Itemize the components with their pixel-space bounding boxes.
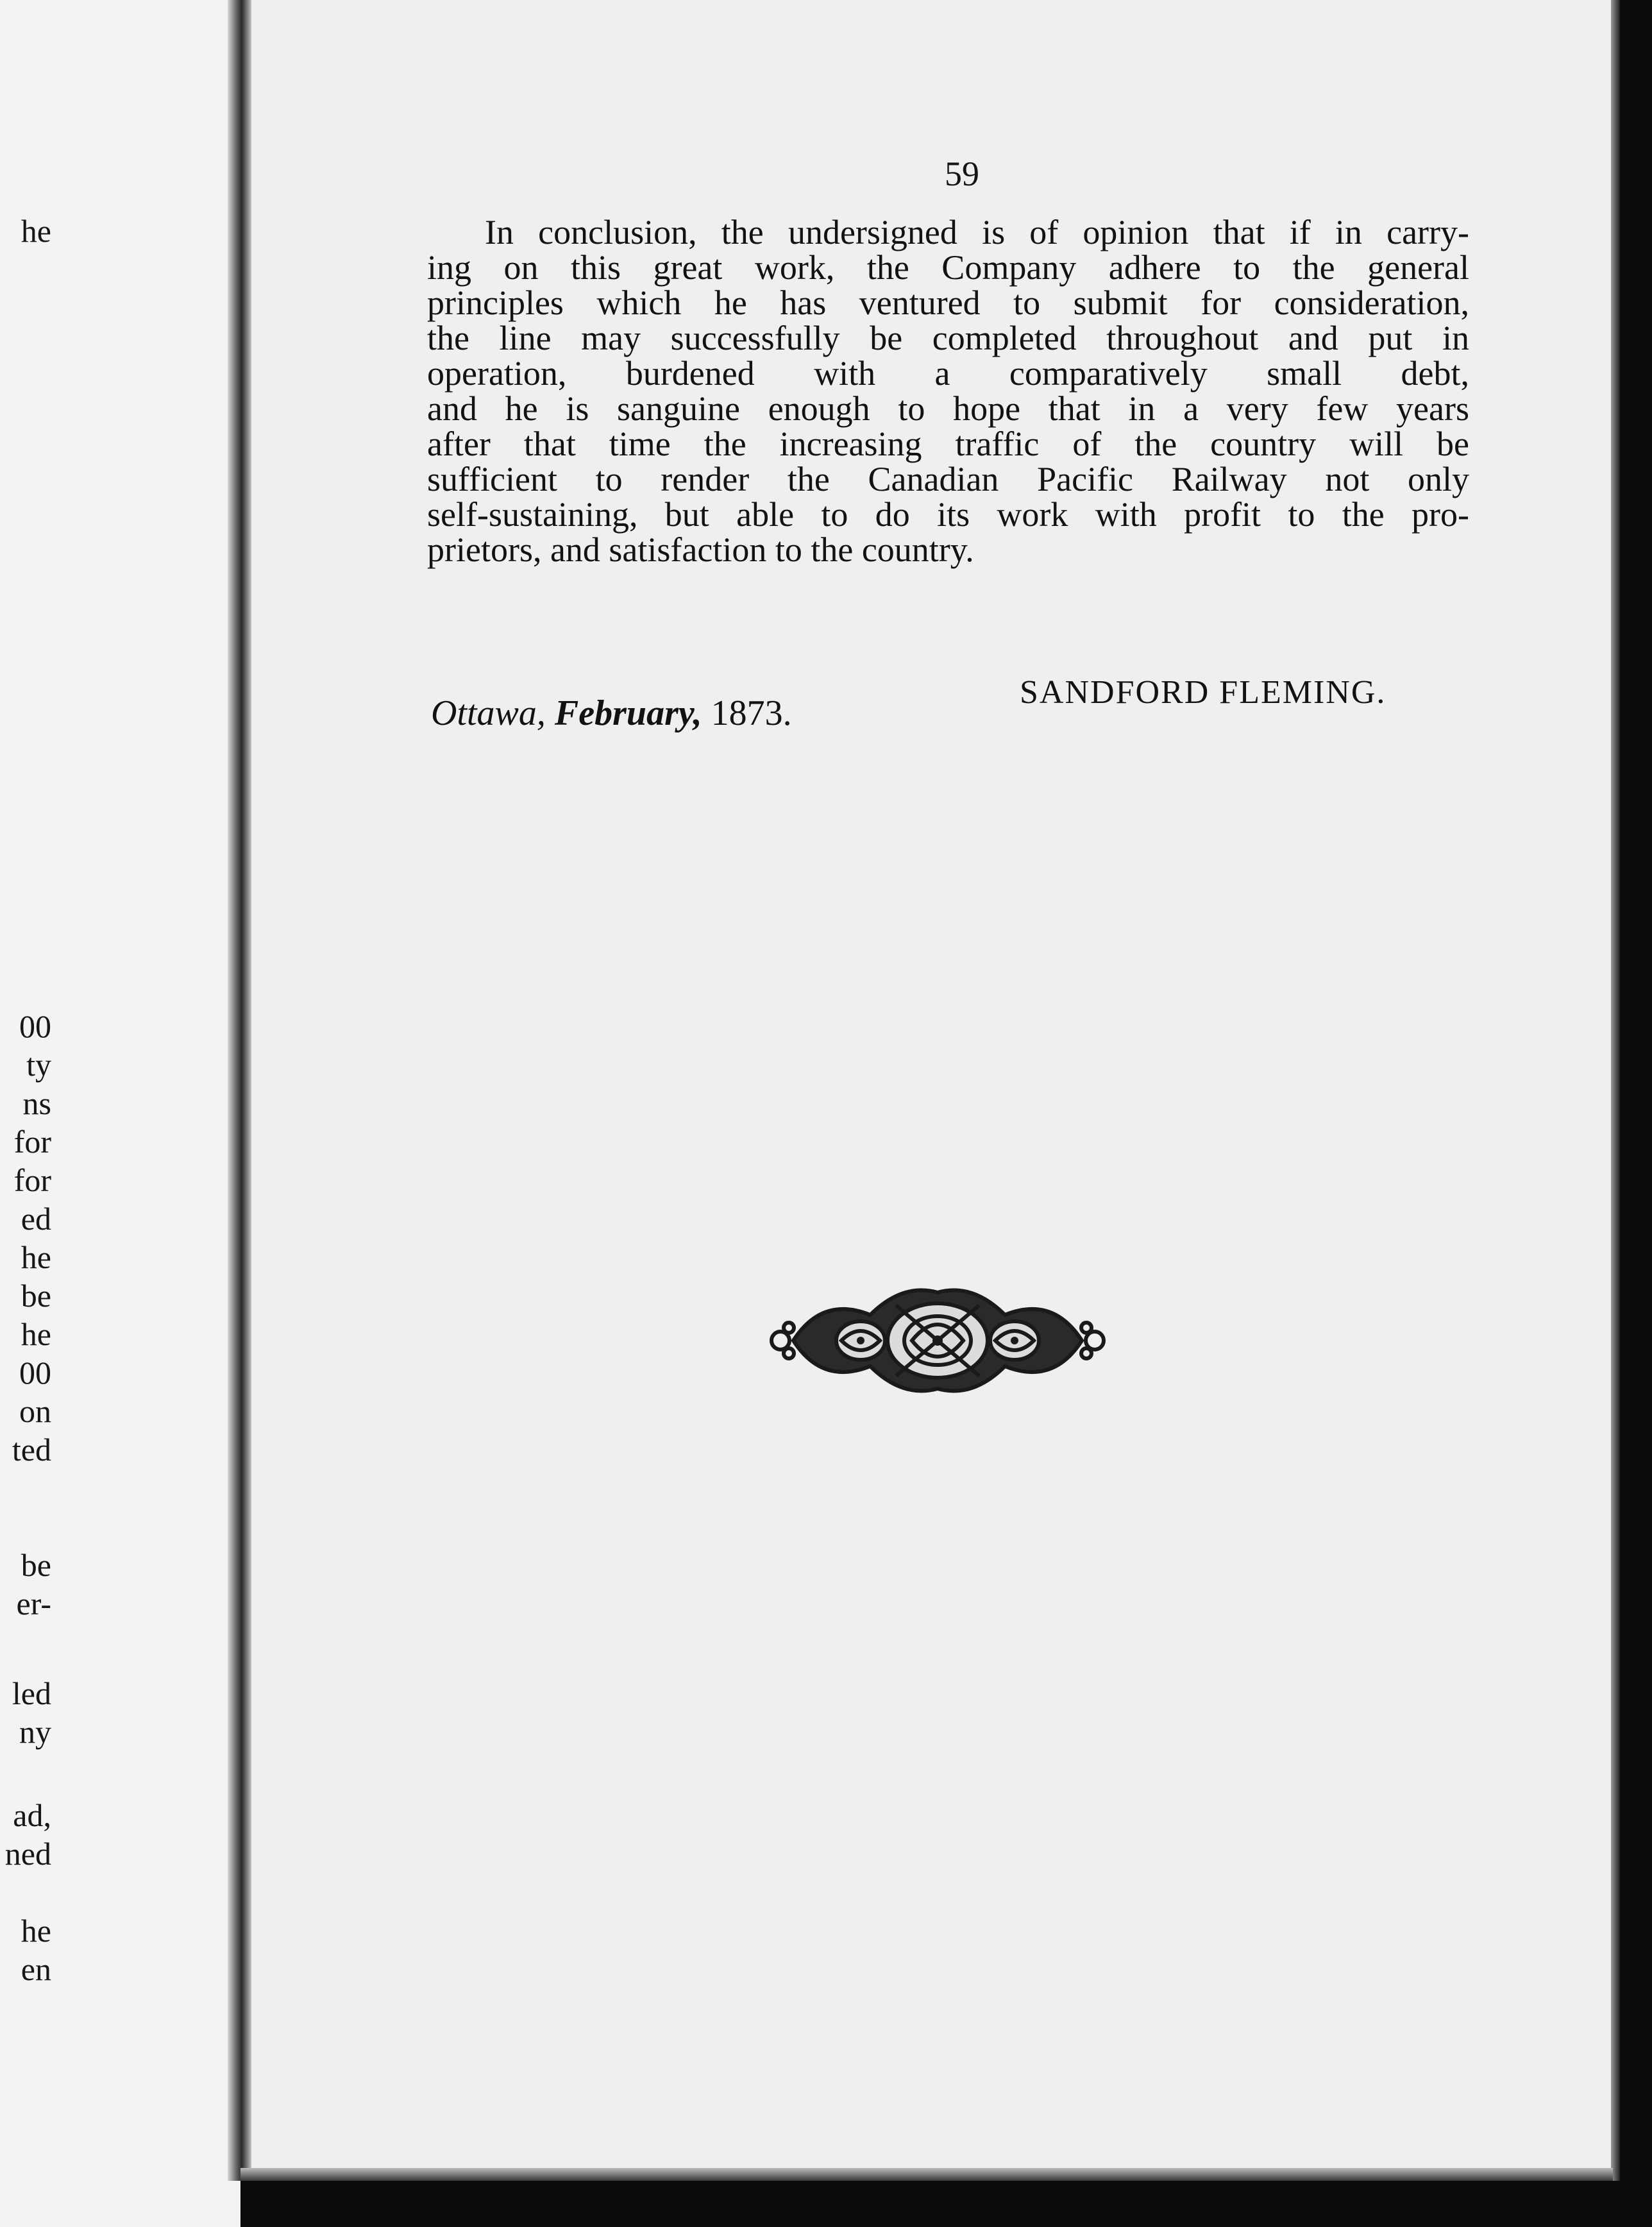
paragraph-line: self-sustaining, but able to do its work with profit to the pro- (427, 495, 1469, 534)
dateline-year: 1873. (711, 693, 792, 733)
left-page-text-fragment: be (21, 1547, 51, 1583)
left-page-text-fragment: for (13, 1124, 51, 1160)
paragraph-line: principles which he has ventured to submit for consideration, (427, 284, 1469, 322)
left-page-text-fragment: for (13, 1162, 51, 1198)
paragraph-line: and he is sanguine enough to hope that in a very few years (427, 389, 1469, 428)
paragraph-line: after that time the increasing traffic of the country will be (427, 425, 1469, 463)
left-page-text-fragment: ny (19, 1714, 51, 1750)
paragraph-line: sufficient to render the Canadian Pacific Railway not only (427, 460, 1469, 498)
left-page-text-fragment: er- (16, 1586, 51, 1622)
left-page-text-fragment: he (21, 1913, 51, 1949)
page-number: 59 (945, 155, 979, 193)
decorative-ornament-icon (764, 1276, 1111, 1405)
left-page-text-fragment: ned (4, 1836, 51, 1872)
left-page-text-fragment: en (21, 1951, 51, 1987)
dateline (431, 693, 792, 734)
left-page-text-fragment: he (21, 1239, 51, 1275)
page-bottom-edge (240, 2168, 1613, 2181)
signature: SANDFORD FLEMING. (1020, 674, 1386, 711)
left-page-text-fragment: 00 (19, 1008, 51, 1044)
left-page-text-fragment: be (21, 1278, 51, 1314)
paragraph-line: the line may successfully be completed throughout and put in (427, 319, 1469, 357)
left-page-text-fragment: ns (22, 1085, 51, 1121)
left-page-fragment (0, 0, 240, 2227)
left-page-text-fragment: ad, (13, 1797, 51, 1833)
left-page-text-fragment: led (12, 1675, 51, 1711)
paragraph-line: ing on this great work, the Company adhere to the general (427, 248, 1469, 287)
left-page-text-fragment: ted (12, 1432, 51, 1468)
page-edge-shadow (1611, 0, 1620, 2181)
concluding-paragraph (427, 215, 1469, 568)
left-page-text-fragment: ed (21, 1201, 51, 1237)
paragraph-line: operation, burdened with a comparatively small debt, (427, 354, 1469, 393)
book-binding-gutter (228, 0, 253, 2181)
dateline-month: February, (554, 693, 702, 733)
left-page-text-fragment: he (21, 213, 51, 249)
left-page-text-fragment: ty (26, 1047, 51, 1083)
left-page-text-fragment: on (19, 1393, 51, 1429)
dateline-city: Ottawa, (431, 693, 546, 733)
left-page-text-fragment: he (21, 1316, 51, 1352)
paragraph-line: prietors, and satisfaction to the country. (427, 530, 974, 569)
left-page-text-fragment: 00 (19, 1355, 51, 1391)
paragraph-line: In conclusion, the undersigned is of opinion that if in carry- (485, 213, 1469, 251)
